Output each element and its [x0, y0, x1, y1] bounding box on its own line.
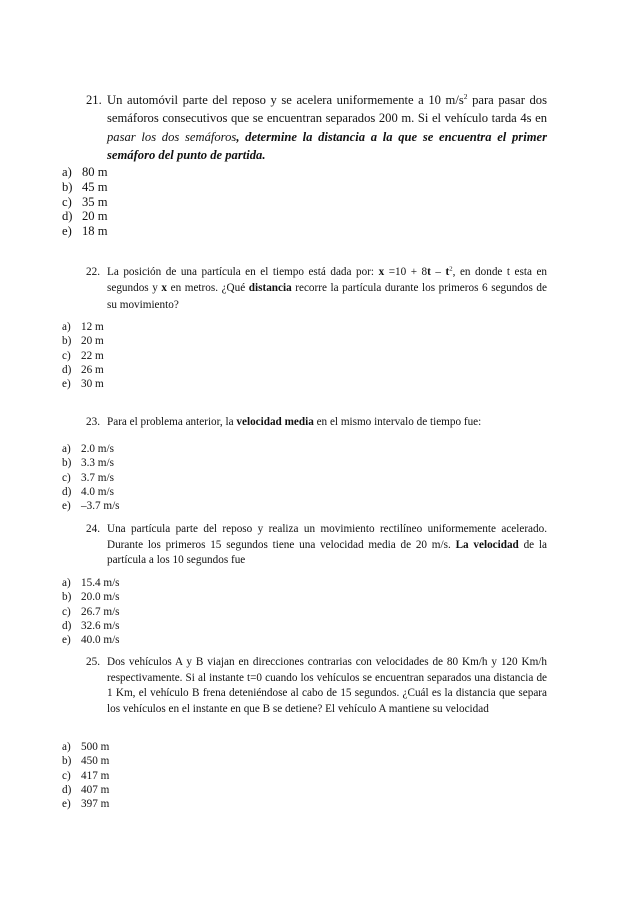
option-letter: d)	[62, 485, 72, 498]
question-number: 22.	[86, 266, 100, 278]
question-text: Una partícula parte del reposo y realiza un movimiento rectilíneo uniformemente acelerado. Durante los primeros 15 segundos tiene una velocidad media de 20 m/s.	[107, 523, 547, 551]
question-text: en metros. ¿Qué	[167, 282, 249, 295]
options-23	[62, 442, 120, 513]
option-text: –3.7 m/s	[81, 500, 120, 513]
option-letter: a)	[62, 741, 71, 753]
option-item	[62, 485, 120, 499]
question-text: de la partícula a los 10 segundos fue	[107, 538, 547, 567]
option-letter: e)	[62, 798, 71, 811]
option-letter: a)	[62, 577, 71, 589]
option-letter: b)	[62, 457, 72, 470]
option-item	[62, 363, 104, 377]
option-item	[62, 576, 120, 590]
option-item	[62, 180, 108, 195]
option-item	[62, 754, 109, 768]
option-text: 417 m	[81, 769, 110, 782]
option-text: 3.7 m/s	[81, 471, 114, 484]
option-letter: b)	[62, 335, 72, 348]
superscript: 2	[449, 265, 453, 273]
option-item	[62, 442, 120, 456]
option-item	[62, 783, 109, 797]
option-text: 20 m	[81, 335, 104, 348]
question-number: 23.	[86, 416, 100, 428]
equation-part: t	[427, 266, 431, 278]
options-25	[62, 740, 109, 811]
question-number: 25.	[86, 656, 100, 668]
option-letter: d)	[62, 783, 72, 796]
option-text: 35 m	[82, 194, 108, 209]
bold-italic-text: , determine la distancia a la que se encuentra el primer semáforo del punto de partida.	[107, 129, 547, 162]
option-letter: c)	[62, 471, 71, 484]
option-text: 12 m	[81, 321, 104, 333]
option-text: 26.7 m/s	[81, 605, 120, 618]
option-letter: d)	[62, 209, 73, 224]
bold-text: La velocidad	[455, 538, 519, 551]
equation-part: =10 + 8	[384, 266, 428, 278]
superscript: 2	[463, 91, 468, 101]
bold-text: velocidad media	[236, 416, 314, 428]
option-item	[62, 471, 120, 485]
option-letter: a)	[62, 165, 72, 179]
option-item	[62, 590, 120, 604]
option-text: 500 m	[81, 741, 110, 753]
options-24	[62, 576, 120, 647]
question-25	[86, 655, 547, 717]
option-item	[62, 740, 109, 754]
equation-part: t	[445, 266, 450, 278]
options-22	[62, 320, 104, 391]
option-text: 18 m	[82, 224, 108, 239]
option-item	[62, 797, 109, 811]
question-number: 24.	[86, 523, 100, 535]
option-item	[62, 456, 120, 470]
question-text: , en donde t esta en segundos y	[107, 266, 548, 295]
equation-part: x	[378, 266, 385, 278]
italic-text: pasar los dos semáforos	[107, 129, 237, 144]
option-item	[62, 209, 108, 224]
options-21	[62, 165, 108, 239]
question-text: La posición de una partícula en el tiempo está dada por:	[107, 266, 379, 278]
question-21	[86, 91, 547, 164]
option-letter: a)	[62, 321, 71, 333]
option-letter: b)	[62, 591, 72, 604]
option-text: 2.0 m/s	[81, 443, 114, 455]
option-text: 40.0 m/s	[81, 634, 120, 647]
question-text: para pasar dos semáforos consecutivos que se encuentran separados 200 m. Si el vehículo tarda 4s en	[107, 93, 547, 126]
option-letter: e)	[62, 378, 71, 391]
option-text: 32.6 m/s	[81, 619, 120, 632]
option-text: 26 m	[81, 363, 104, 376]
option-text: 45 m	[82, 179, 108, 194]
question-24	[86, 522, 547, 569]
question-23	[86, 415, 547, 431]
option-text: 450 m	[81, 755, 110, 768]
option-letter: b)	[62, 179, 73, 194]
question-text: recorre la partícula durante los primeros 6 segundos de su movimiento?	[107, 282, 547, 311]
option-item	[62, 605, 120, 619]
option-letter: a)	[62, 443, 71, 455]
option-letter: c)	[62, 194, 72, 209]
option-item	[62, 499, 120, 513]
question-number: 21.	[86, 93, 102, 107]
equation-part: –	[430, 266, 446, 278]
option-item	[62, 349, 104, 363]
option-text: 20.0 m/s	[81, 591, 120, 604]
option-text: 80 m	[82, 165, 108, 179]
option-letter: e)	[62, 224, 72, 239]
option-text: 407 m	[81, 783, 110, 796]
option-item	[62, 769, 109, 783]
option-letter: e)	[62, 634, 71, 647]
question-22	[86, 264, 548, 313]
option-item	[62, 619, 120, 633]
option-text: 4.0 m/s	[81, 485, 114, 498]
option-item	[62, 377, 104, 391]
option-text: 15.4 m/s	[81, 577, 120, 589]
option-letter: c)	[62, 769, 71, 782]
option-letter: b)	[62, 755, 72, 768]
question-text: Un automóvil parte del reposo y se acelera uniformemente a 10 m/s	[107, 93, 464, 107]
option-item	[62, 633, 120, 647]
bold-text: distancia	[248, 282, 292, 295]
option-letter: c)	[62, 349, 71, 362]
option-text: 22 m	[81, 349, 104, 362]
option-item	[62, 165, 108, 180]
option-item	[62, 195, 108, 210]
question-text: Dos vehículos A y B viajan en direcciones contrarias con velocidades de 80 Km/h y 120 Km/h respectivamente. Si al instante t=0 cuando los vehículos se encuentran separados una distancia de 1 Km, el vehículo B frena deteniéndose al cabo de 15 segundos. ¿Cuál es la distancia que separa los vehículos en el instante en que B se detiene? El vehículo A mantiene su velocidad	[107, 656, 547, 715]
option-letter: e)	[62, 500, 71, 513]
option-item	[62, 320, 104, 334]
question-text: Para el problema anterior, la	[107, 416, 237, 428]
option-text: 3.3 m/s	[81, 457, 114, 470]
bold-text: x	[161, 282, 168, 295]
option-text: 397 m	[81, 798, 110, 811]
option-letter: d)	[62, 363, 72, 376]
question-text: en el mismo intervalo de tiempo fue:	[313, 416, 482, 428]
option-text: 20 m	[82, 209, 108, 224]
option-text: 30 m	[81, 378, 104, 391]
option-letter: d)	[62, 619, 72, 632]
option-letter: c)	[62, 605, 71, 618]
option-item	[62, 224, 108, 239]
option-item	[62, 334, 104, 348]
